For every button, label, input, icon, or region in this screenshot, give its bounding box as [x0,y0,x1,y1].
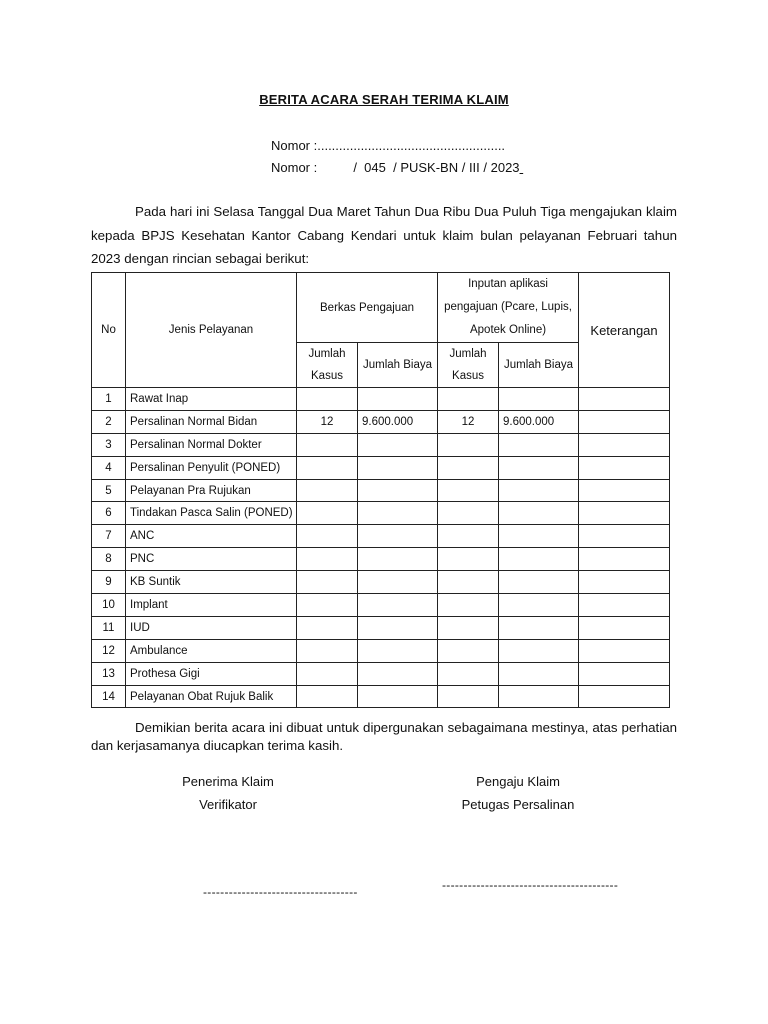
table-row [92,685,670,708]
cell-berkas-jumlah-biaya [358,685,438,708]
cell-inputan-jumlah-kasus [438,479,499,502]
table-row [92,433,670,456]
cell-no: 5 [92,479,126,502]
cell-inputan-jumlah-biaya [499,662,579,685]
nomor-value: Nomor : / 045 / PUSK-BN / III / 2023 [271,160,520,175]
cell-berkas-jumlah-kasus [297,433,358,456]
cell-keterangan [579,594,670,617]
nomor-underline-tail [520,160,524,175]
cell-inputan-jumlah-biaya [499,639,579,662]
cell-no: 13 [92,662,126,685]
cell-jenis-pelayanan: Prothesa Gigi [126,662,297,685]
cell-berkas-jumlah-biaya [358,662,438,685]
cell-keterangan [579,571,670,594]
cell-inputan-jumlah-kasus [438,433,499,456]
cell-keterangan [579,410,670,433]
cell-berkas-jumlah-biaya [358,639,438,662]
table-row [92,502,670,525]
cell-keterangan [579,548,670,571]
cell-inputan-jumlah-biaya [499,594,579,617]
cell-inputan-jumlah-kasus [438,662,499,685]
table-body [92,388,670,708]
cell-berkas-jumlah-biaya [358,456,438,479]
header-jenis-pelayanan: Jenis Pelayanan [126,273,297,388]
cell-berkas-jumlah-biaya [358,388,438,411]
cell-jenis-pelayanan: Persalinan Penyulit (PONED) [126,456,297,479]
receiver-role: Verifikator [199,797,257,812]
cell-inputan-jumlah-biaya: 9.600.000 [499,410,579,433]
header-inputan-aplikasi: Inputan aplikasi pengajuan (Pcare, Lupis, Apotek Online) [438,273,579,343]
cell-inputan-jumlah-kasus [438,616,499,639]
cell-berkas-jumlah-kasus [297,388,358,411]
cell-jenis-pelayanan: Tindakan Pasca Salin (PONED) [126,502,297,525]
header-no: No [92,273,126,388]
cell-jenis-pelayanan: ANC [126,525,297,548]
table-row [92,388,670,411]
cell-inputan-jumlah-biaya [499,685,579,708]
cell-berkas-jumlah-kasus [297,571,358,594]
cell-berkas-jumlah-biaya [358,525,438,548]
table-row [92,639,670,662]
cell-no: 11 [92,616,126,639]
header-berkas-jumlah-biaya: Jumlah Biaya [358,343,438,388]
cell-no: 3 [92,433,126,456]
closing-paragraph [91,719,677,755]
cell-jenis-pelayanan: Ambulance [126,639,297,662]
header-keterangan: Keterangan [579,273,670,388]
cell-inputan-jumlah-kasus [438,502,499,525]
claim-detail-table [91,272,670,708]
cell-no: 9 [92,571,126,594]
submitter-signature-line: ----------------------------------------- [442,878,619,892]
cell-keterangan [579,616,670,639]
cell-berkas-jumlah-kasus [297,548,358,571]
header-berkas-jumlah-kasus: Jumlah Kasus [297,343,358,388]
header-inputan-jumlah-biaya: Jumlah Biaya [499,343,579,388]
cell-inputan-jumlah-biaya [499,571,579,594]
table-row [92,479,670,502]
cell-berkas-jumlah-biaya [358,548,438,571]
cell-keterangan [579,456,670,479]
cell-keterangan [579,525,670,548]
cell-inputan-jumlah-kasus [438,685,499,708]
cell-no: 10 [92,594,126,617]
cell-jenis-pelayanan: PNC [126,548,297,571]
cell-berkas-jumlah-kasus [297,616,358,639]
cell-inputan-jumlah-biaya [499,616,579,639]
cell-jenis-pelayanan: Persalinan Normal Bidan [126,410,297,433]
cell-berkas-jumlah-biaya [358,616,438,639]
cell-inputan-jumlah-biaya [499,456,579,479]
cell-inputan-jumlah-kasus [438,525,499,548]
cell-inputan-jumlah-biaya [499,479,579,502]
cell-berkas-jumlah-kasus [297,525,358,548]
cell-inputan-jumlah-kasus [438,388,499,411]
cell-inputan-jumlah-biaya [499,388,579,411]
cell-keterangan [579,639,670,662]
cell-no: 1 [92,388,126,411]
cell-berkas-jumlah-kasus [297,639,358,662]
submitter-title: Pengaju Klaim [476,774,560,789]
cell-inputan-jumlah-kasus [438,456,499,479]
cell-no: 8 [92,548,126,571]
cell-inputan-jumlah-biaya [499,525,579,548]
cell-no: 4 [92,456,126,479]
cell-berkas-jumlah-biaya [358,594,438,617]
cell-jenis-pelayanan: Pelayanan Obat Rujuk Balik [126,685,297,708]
intro-paragraph [91,200,677,271]
cell-berkas-jumlah-kasus [297,456,358,479]
cell-jenis-pelayanan: Implant [126,594,297,617]
table-row [92,525,670,548]
cell-keterangan [579,662,670,685]
cell-inputan-jumlah-biaya [499,502,579,525]
cell-inputan-jumlah-biaya [499,548,579,571]
cell-berkas-jumlah-kasus [297,479,358,502]
cell-no: 2 [92,410,126,433]
cell-berkas-jumlah-kasus: 12 [297,410,358,433]
cell-berkas-jumlah-biaya: 9.600.000 [358,410,438,433]
intro-text: Pada hari ini Selasa Tanggal Dua Maret Tahun Dua Ribu Dua Puluh Tiga mengajukan klaim kepada BPJS Kesehatan Kantor Cabang Kendari untuk klaim bulan pelayanan Februari tahun 2023 dengan rincian sebagai berikut: [91,204,677,266]
cell-jenis-pelayanan: Pelayanan Pra Rujukan [126,479,297,502]
cell-jenis-pelayanan: KB Suntik [126,571,297,594]
cell-keterangan [579,479,670,502]
table-row [92,548,670,571]
table-row [92,410,670,433]
cell-keterangan [579,685,670,708]
receiver-signature-line: ------------------------------------ [203,885,358,899]
cell-berkas-jumlah-kasus [297,594,358,617]
nomor-line-filled [271,160,523,175]
cell-keterangan [579,502,670,525]
cell-no: 6 [92,502,126,525]
cell-inputan-jumlah-kasus [438,594,499,617]
cell-inputan-jumlah-kasus [438,571,499,594]
cell-no: 12 [92,639,126,662]
cell-inputan-jumlah-kasus [438,548,499,571]
cell-berkas-jumlah-kasus [297,685,358,708]
cell-berkas-jumlah-kasus [297,502,358,525]
cell-berkas-jumlah-biaya [358,502,438,525]
cell-jenis-pelayanan: Persalinan Normal Dokter [126,433,297,456]
cell-no: 7 [92,525,126,548]
document-title: BERITA ACARA SERAH TERIMA KLAIM [259,92,509,107]
header-inputan-jumlah-kasus: Jumlah Kasus [438,343,499,388]
table-row [92,571,670,594]
cell-inputan-jumlah-biaya [499,433,579,456]
table-row [92,456,670,479]
table-row [92,616,670,639]
cell-no: 14 [92,685,126,708]
table-row [92,662,670,685]
cell-inputan-jumlah-kasus [438,639,499,662]
cell-jenis-pelayanan: Rawat Inap [126,388,297,411]
cell-keterangan [579,388,670,411]
cell-berkas-jumlah-kasus [297,662,358,685]
table-row [92,594,670,617]
cell-berkas-jumlah-biaya [358,571,438,594]
nomor-line-blank: Nomor :.................................................... [271,138,506,153]
cell-berkas-jumlah-biaya [358,479,438,502]
header-berkas-pengajuan: Berkas Pengajuan [297,273,438,343]
receiver-title: Penerima Klaim [182,774,274,789]
closing-text: Demikian berita acara ini dibuat untuk dipergunakan sebagaimana mestinya, atas perhatian dan kerjasamanya diucapkan terima kasih. [91,720,677,753]
cell-jenis-pelayanan: IUD [126,616,297,639]
submitter-role: Petugas Persalinan [461,797,575,812]
cell-inputan-jumlah-kasus: 12 [438,410,499,433]
cell-keterangan [579,433,670,456]
cell-berkas-jumlah-biaya [358,433,438,456]
